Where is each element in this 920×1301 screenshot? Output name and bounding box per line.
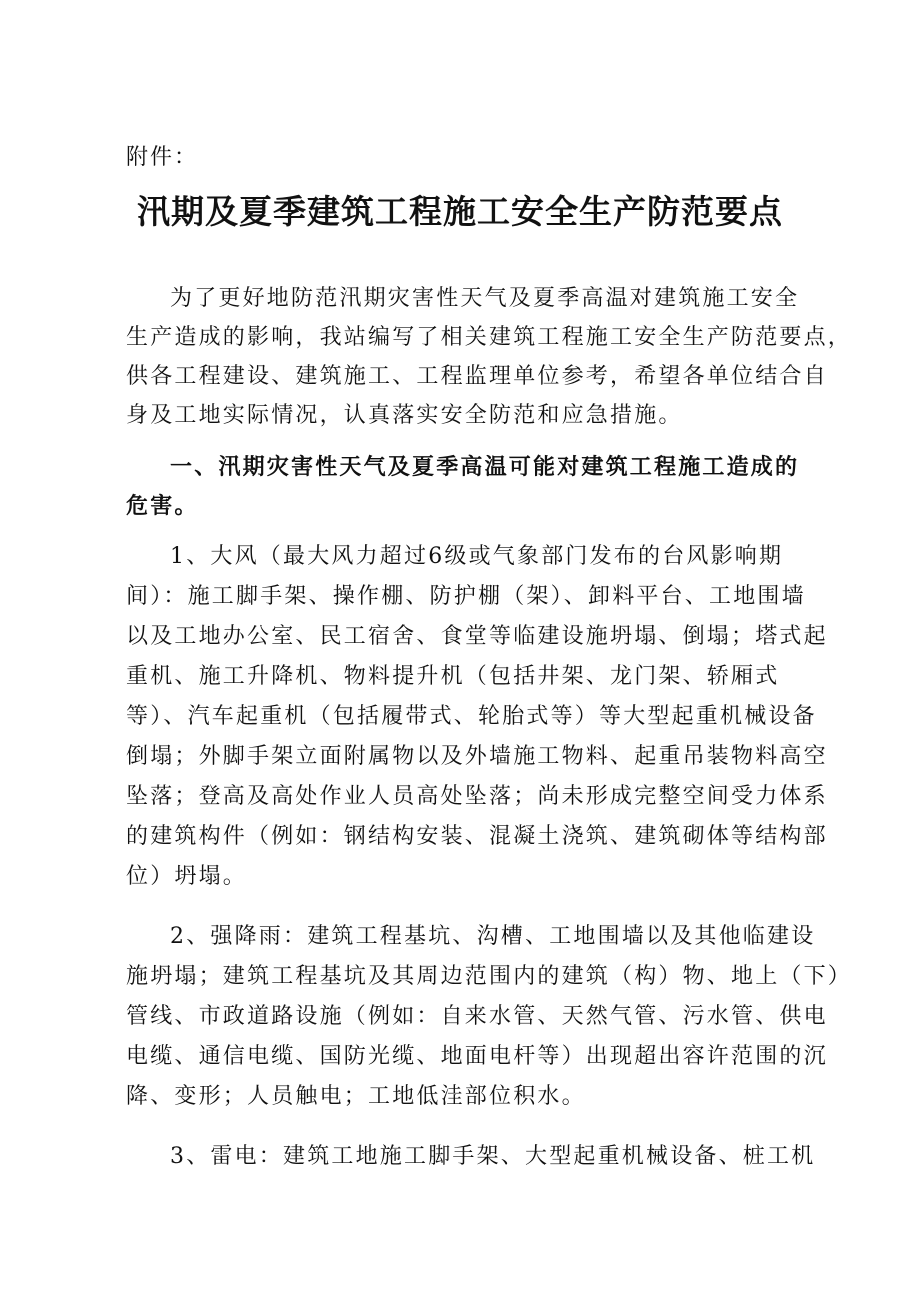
item1-line: 倒塌；外脚手架立面附属物以及外墙施工物料、起重吊装物料高空 [126, 744, 828, 769]
intro-line: 供各工程建设、建筑施工、工程监理单位参考，希望各单位结合自 [126, 364, 828, 389]
item1-line: 间）：施工脚手架、操作棚、防护棚（架）、卸料平台、工地围墙 [126, 584, 806, 609]
section-heading-line: 危害。 [126, 494, 199, 519]
intro-line: 生产造成的影响，我站编写了相关建筑工程施工安全生产防范要点， [126, 325, 853, 350]
item1-line: 以及工地办公室、民工宿舍、食堂等临建设施坍塌、倒塌；塔式起 [126, 624, 828, 649]
intro-line: 为了更好地防范汛期灾害性天气及夏季高温对建筑施工安全 [170, 286, 800, 311]
item1-line: 重机、施工升降机、物料提升机（包括井架、龙门架、轿厢式 [126, 664, 780, 689]
section-heading-line: 一、汛期灾害性天气及夏季高温可能对建筑工程施工造成的 [170, 455, 800, 480]
item2-line: 2、强降雨：建筑工程基坑、沟槽、工地围墙以及其他临建设 [170, 924, 816, 949]
item2-line: 施坍塌；建筑工程基坑及其周边范围内的建筑（构）物、地上（下） [126, 964, 853, 989]
attachment-label: 附件： [126, 145, 199, 170]
item1-line: 位）坍塌。 [126, 864, 248, 889]
item1-line: 1、大风（最大风力超过6级或气象部门发布的台风影响期 [170, 544, 784, 569]
item2-line: 电缆、通信电缆、国防光缆、地面电杆等）出现超出容许范围的沉 [126, 1044, 828, 1069]
item1-line: 坠落；登高及高处作业人员高处坠落；尚未形成完整空间受力体系 [126, 784, 828, 809]
item1-line: 的建筑构件（例如：钢结构安装、混凝土浇筑、建筑砌体等结构部 [126, 824, 828, 849]
intro-line: 身及工地实际情况，认真落实安全防范和应急措施。 [126, 403, 683, 428]
item2-line: 降、变形；人员触电；工地低洼部位积水。 [126, 1084, 586, 1109]
item2-line: 管线、市政道路设施（例如：自来水管、天然气管、污水管、供电 [126, 1004, 828, 1029]
item3-line: 3、雷电：建筑工地施工脚手架、大型起重机械设备、桩工机 [170, 1144, 816, 1169]
document-title: 汛期及夏季建筑工程施工安全生产防范要点 [137, 192, 783, 231]
item1-line: 等）、汽车起重机（包括履带式、轮胎式等）等大型起重机械设备 [126, 704, 817, 729]
